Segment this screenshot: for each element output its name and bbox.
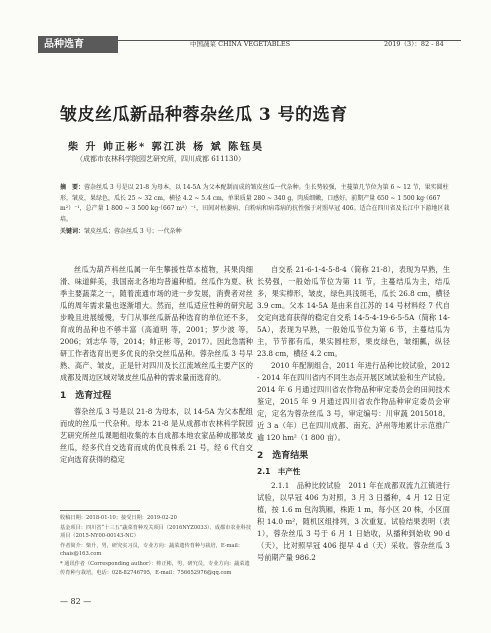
footnote-corresponding: * 通讯作者（Corresponding author）：帅正彬，男，研究员，专业方向：蔬菜遗传育种与栽培，电话：028-82746795，E-mail：756652976@qq.com xyxy=(60,560,250,576)
issue-info: 2019（3）：82 - 84 xyxy=(384,40,444,48)
footnote-rule xyxy=(60,510,140,511)
parent-paragraph: 自交系 21-6-1-4-5-8-4（简称 21-8），表现为早熟，生长势强，一般始瓜节位为第 11 节，主蔓结瓜为主，结瓜多，果实棒形，皱皮，绿色具浅斑毛，瓜长 26.8 cm，横径 3.9 cm。父本 14-5A 是由来自江苏的 14 号材料经 7 代自交定向选育获得的稳定自交系 14-5-4-19-6-5-5A（简称 14-5A），表现为早熟，一般始瓜节位为第 6 节，主蔓结瓜为主，节节都有瓜，果实圆柱形，果皮绿色，皱细瓤，纵径 23.8 cm，横径 4.2 cm。 xyxy=(257,265,450,358)
left-column xyxy=(60,264,253,466)
abstract-text: 蓉杂丝瓜 3 号是以 21-8 为母本，以 14-5A 为父本配制而成的皱皮丝瓜一代杂种。生长势较强，主蔓第几节位为第 6 ~ 12 节，果实圆柱形，皱皮，果绿色，瓜长 25 ~ 32 cm，横径 4.2 ~ 5.4 cm，单果质量 280 ~ 340 g，肉质细嫩，口感好。前期产量 650 ~ 1 500 kg·（667 m²）⁻¹，总产量 1 800 ~ 3 500 kg·（667 m²）⁻¹，田间对枯萎病、白粉病和病毒病的抗性强于对照早冠 406。适合在四川省及长江中下游地区栽培。 xyxy=(60,184,450,223)
section-heading-1: 1 选育过程 xyxy=(60,391,112,401)
subsection-heading: 2.1 丰产性 xyxy=(257,467,301,476)
article-title: 皱皮丝瓜新品种蓉杂丝瓜 3 号的选育 xyxy=(60,105,348,125)
affiliation: （成都市农林科学院园艺研究所，四川成都 611130） xyxy=(76,155,245,163)
footnote-author: 作者简介：柴升，男，研究实习员，专业方向：蔬菜遗传育种与栽培，E-mail：chais@163.com xyxy=(60,542,243,558)
intro-paragraph: 丝瓜为葫芦科丝瓜属一年生攀援性草本植物，其果肉细滑、味道鲜美，我国南北各地均普遍种植。丝瓜作为夏、秋季主要蔬菜之一，随着流通市场的进一步发展，消费者对丝瓜的周年需求量也逐渐增大。然而，丝瓜适应性种的研究起步晚且进展缓慢，专门从事丝瓜新品种选育的单位还不多，育成的品种也不够丰富（高道明 等，2001；罗少波 等，2006；刘志华 等，2014；帅正彬 等，2017）。因此急需种研工作者选育出更多优良的杂交丝瓜品种。蓉杂丝瓜 3 号早熟、高产、皱皮，正是针对四川及长江流域丝瓜主要产区的成都及周边区域对皱皮丝瓜品种的需求量而选育的。 xyxy=(60,265,253,382)
journal-name: 中国蔬菜 CHINA VEGETABLES xyxy=(190,40,291,48)
section-tag: 品种选育 xyxy=(38,36,118,53)
page-number: — 82 — xyxy=(60,597,92,606)
abstract-label: 摘 要： xyxy=(60,184,85,191)
author-list: 柴 升 帅正彬* 郭江洪 杨 斌 陈钰昊 xyxy=(68,142,265,153)
trial-paragraph: 2010 年配制组合，2011 年进行品种比较试验，2012 - 2014 年在四川省内不同生态点开展区域试验和生产试验。2014 年 6 月通过四川省农作物品种审定委员会的田间技术鉴定，2015 年 9 月通过四川省农作物品种审定委员会审定，定名为蓉杂丝瓜 3 号，审定编号：川审蔬 2015018。近 3 a（年）已在四川成都、南充、泸州等地累计示范推广逾 120 hm²（1 800 亩）。 xyxy=(257,361,450,442)
right-column xyxy=(257,264,450,564)
abstract xyxy=(60,183,450,225)
keywords-label: 关键词： xyxy=(60,228,85,235)
yield-paragraph: 2.1.1 品种比较试验 2011 年在成都双流九江镇进行试验，以早冠 406 为对照，3 月 3 日播种，4 月 12 日定植，按 1.6 m 包沟筑厢，株距 1 m，每小区 20 株，小区面积 14.0 m²，随机区组排列，3 次重复。试验结果表明（表 1），蓉杂丝瓜 3 号于 6 月 1 日始收，从播种到始收 90 d（天），比对照早冠 406 提早 4 d（天）采收。蓉杂丝瓜 3 号前期产量 986.2 xyxy=(257,481,450,562)
breeding-paragraph: 蓉杂丝瓜 3 号是以 21-8 为母本，以 14-5A 为父本配组而成的丝瓜一代杂种。母本 21-8 是从成都市农林科学院园艺研究所丝瓜课题组收集的本自成都本地农家品种成都皱皮丝瓜，经多代自交选育而成的优良株系 21 号，经 6 代自交定向选育获得的稳定 xyxy=(60,407,253,464)
keywords xyxy=(60,226,182,235)
footnote-funding: 基金项目：四川省“十三五”蔬菜育种攻关项目（2016NYZ0033）、成都市农业科技项目（2015-NY00-00143-NC） xyxy=(60,524,252,540)
section-heading-2: 2 选育结果 xyxy=(257,451,309,461)
keywords-text: 皱皮丝瓜；蓉杂丝瓜 3 号；一代杂种 xyxy=(84,228,182,235)
footnotes xyxy=(60,514,253,578)
footnote-received: 收稿日期：2018-01-10；接受日期：2019-02-20 xyxy=(60,515,177,521)
